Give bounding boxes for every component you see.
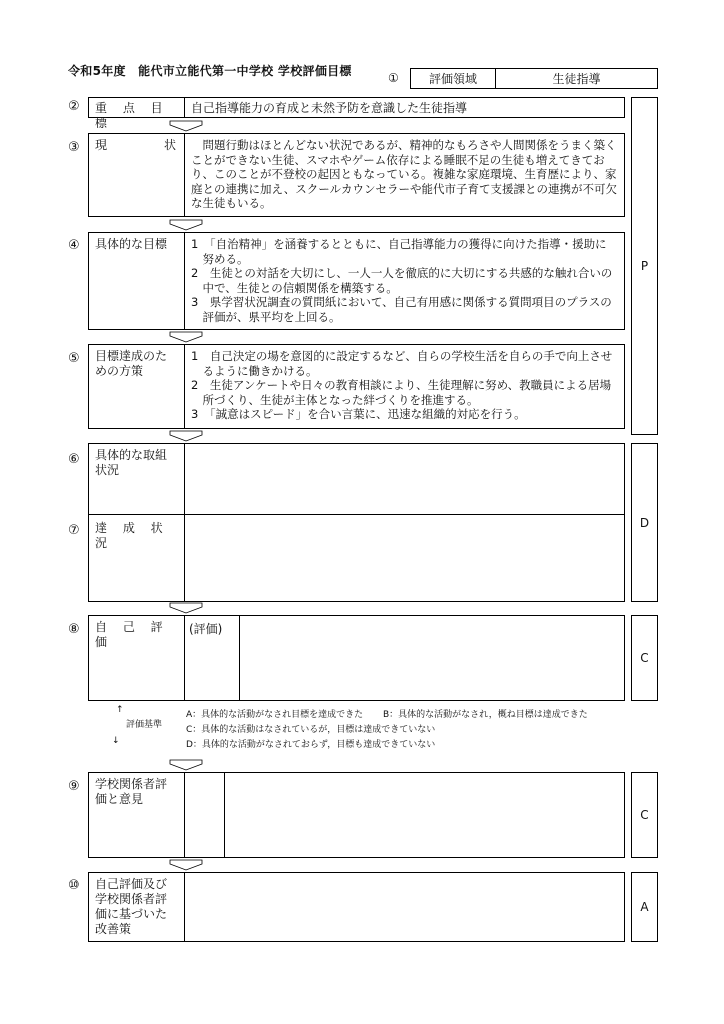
stakeholder-eval-row — [88, 772, 625, 858]
strategy-item: 1 自己決定の場を意図的に設定するなど、自らの学校生活を自らの手で向上させるように働きかける。 — [191, 349, 613, 378]
goal-item: 3 県学習状況調査の質問紙において、自己有用感に関係する質問項目のプラスの評価が、県平均を上回る。 — [191, 295, 612, 324]
self-eval-row — [88, 615, 625, 701]
achievement-label: 達 成 状 況 — [89, 515, 185, 601]
row-number: ③ — [68, 140, 80, 155]
focus-goal-label: 重 点 目 標 — [89, 98, 185, 117]
criteria-c: C：具体的な活動はなされているが，目標は達成できていない — [186, 725, 436, 735]
row-number: ④ — [68, 238, 80, 253]
efforts-label: 具体的な取組状況 — [89, 444, 185, 514]
evaluation-area-value: 生徒指導 — [552, 72, 601, 86]
strategy-row — [88, 344, 625, 429]
goal-item: 2 生徒との対話を大切にし、一人一人を徹底的に大切にする共感的な触れ合いの中で、生徒との信頼関係を構築する。 — [191, 266, 613, 295]
pdca-d-box: D — [631, 443, 658, 602]
pdca-a-box: A — [631, 872, 658, 942]
efforts-row — [89, 444, 624, 515]
flow-arrow-icon — [168, 219, 204, 231]
criteria-d: D：具体的な活動がなされておらず，目標も達成できていない — [186, 740, 436, 750]
row-number: ⑧ — [68, 622, 80, 637]
row-number: ⑨ — [68, 779, 80, 794]
specific-goal-label: 具体的な目標 — [89, 233, 185, 329]
goal-item: 1 「自治精神」を涵養するとともに、自己指導能力の獲得に向けた指導・援助に努める。 — [191, 237, 607, 266]
improvement-label: 自己評価及び学校関係者評価に基づいた改善策 — [89, 873, 185, 941]
stakeholder-eval-label: 学校関係者評価と意見 — [89, 773, 185, 857]
specific-goal-content — [185, 233, 624, 329]
achievement-row — [89, 515, 624, 601]
area-number: ① — [388, 71, 399, 85]
evaluation-area-box — [410, 68, 658, 89]
evaluation-area-label: 評価領域 — [411, 69, 496, 88]
pdca-p-box: P — [631, 97, 658, 435]
pdca-c-box-2: C — [631, 772, 658, 858]
self-eval-label: 自 己 評 価 — [89, 616, 185, 700]
current-status-label — [89, 134, 185, 216]
strategy-content — [185, 345, 624, 428]
flow-arrow-icon — [168, 859, 204, 871]
progress-block — [88, 443, 625, 602]
specific-goal-row — [88, 232, 625, 330]
row-number: ⑥ — [68, 452, 80, 467]
flow-arrow-icon — [168, 120, 204, 132]
stakeholder-rating-cell — [185, 773, 225, 857]
row-number: ② — [68, 99, 80, 114]
focus-goal-content: 自己指導能力の育成と未然予防を意識した生徒指導 — [191, 101, 468, 115]
criteria-down-arrow: ↓ — [112, 736, 120, 746]
self-eval-rating-cell: (評価) — [185, 616, 240, 700]
strategy-label: 目標達成のための方策 — [89, 345, 185, 428]
pdca-c-box: C — [631, 615, 658, 701]
focus-goal-row — [88, 97, 625, 130]
flow-arrow-icon — [168, 759, 204, 771]
current-status-label-b: 状 — [163, 138, 176, 152]
current-status-row — [88, 133, 625, 217]
page-title: 令和5年度 能代市立能代第一中学校 学校評価目標 — [68, 64, 352, 78]
current-status-label-a: 現 — [95, 138, 108, 152]
criteria-b: B：具体的な活動がなされ，概ね目標は達成できた — [383, 710, 588, 720]
improvement-row — [88, 872, 625, 942]
row-number: ⑩ — [68, 878, 80, 893]
flow-arrow-icon — [168, 430, 204, 442]
criteria-up-arrow: ↑ — [116, 705, 124, 715]
flow-arrow-icon — [168, 331, 204, 343]
strategy-item: 2 生徒アンケートや日々の教育相談により、生徒理解に努め、教職員による居場所づくり、生徒が主体となった絆づくりを推進する。 — [191, 378, 612, 407]
row-number: ⑤ — [68, 351, 80, 366]
criteria-title: 評価基準 — [126, 720, 163, 730]
criteria-a: A：具体的な活動がなされ目標を達成できた — [186, 710, 364, 720]
flow-arrow-icon — [168, 602, 204, 614]
current-status-content: 問題行動はほとんどない状況であるが、精神的なもろさや人間関係をうまく築くことができない生徒、スマホやゲーム依存による睡眠不足の生徒も増えてきており、このことが不登校の起因ともなっている。複雑な家庭環境、生育歴により、家庭との連携に加え、スクールカウンセラーや能代市子育て支援課との連携が不可欠な生徒もいる。 — [191, 138, 617, 210]
strategy-item: 3 「誠意はスピード」を合い言葉に、迅速な組織的対応を行う。 — [191, 407, 526, 421]
row-number: ⑦ — [68, 523, 80, 538]
